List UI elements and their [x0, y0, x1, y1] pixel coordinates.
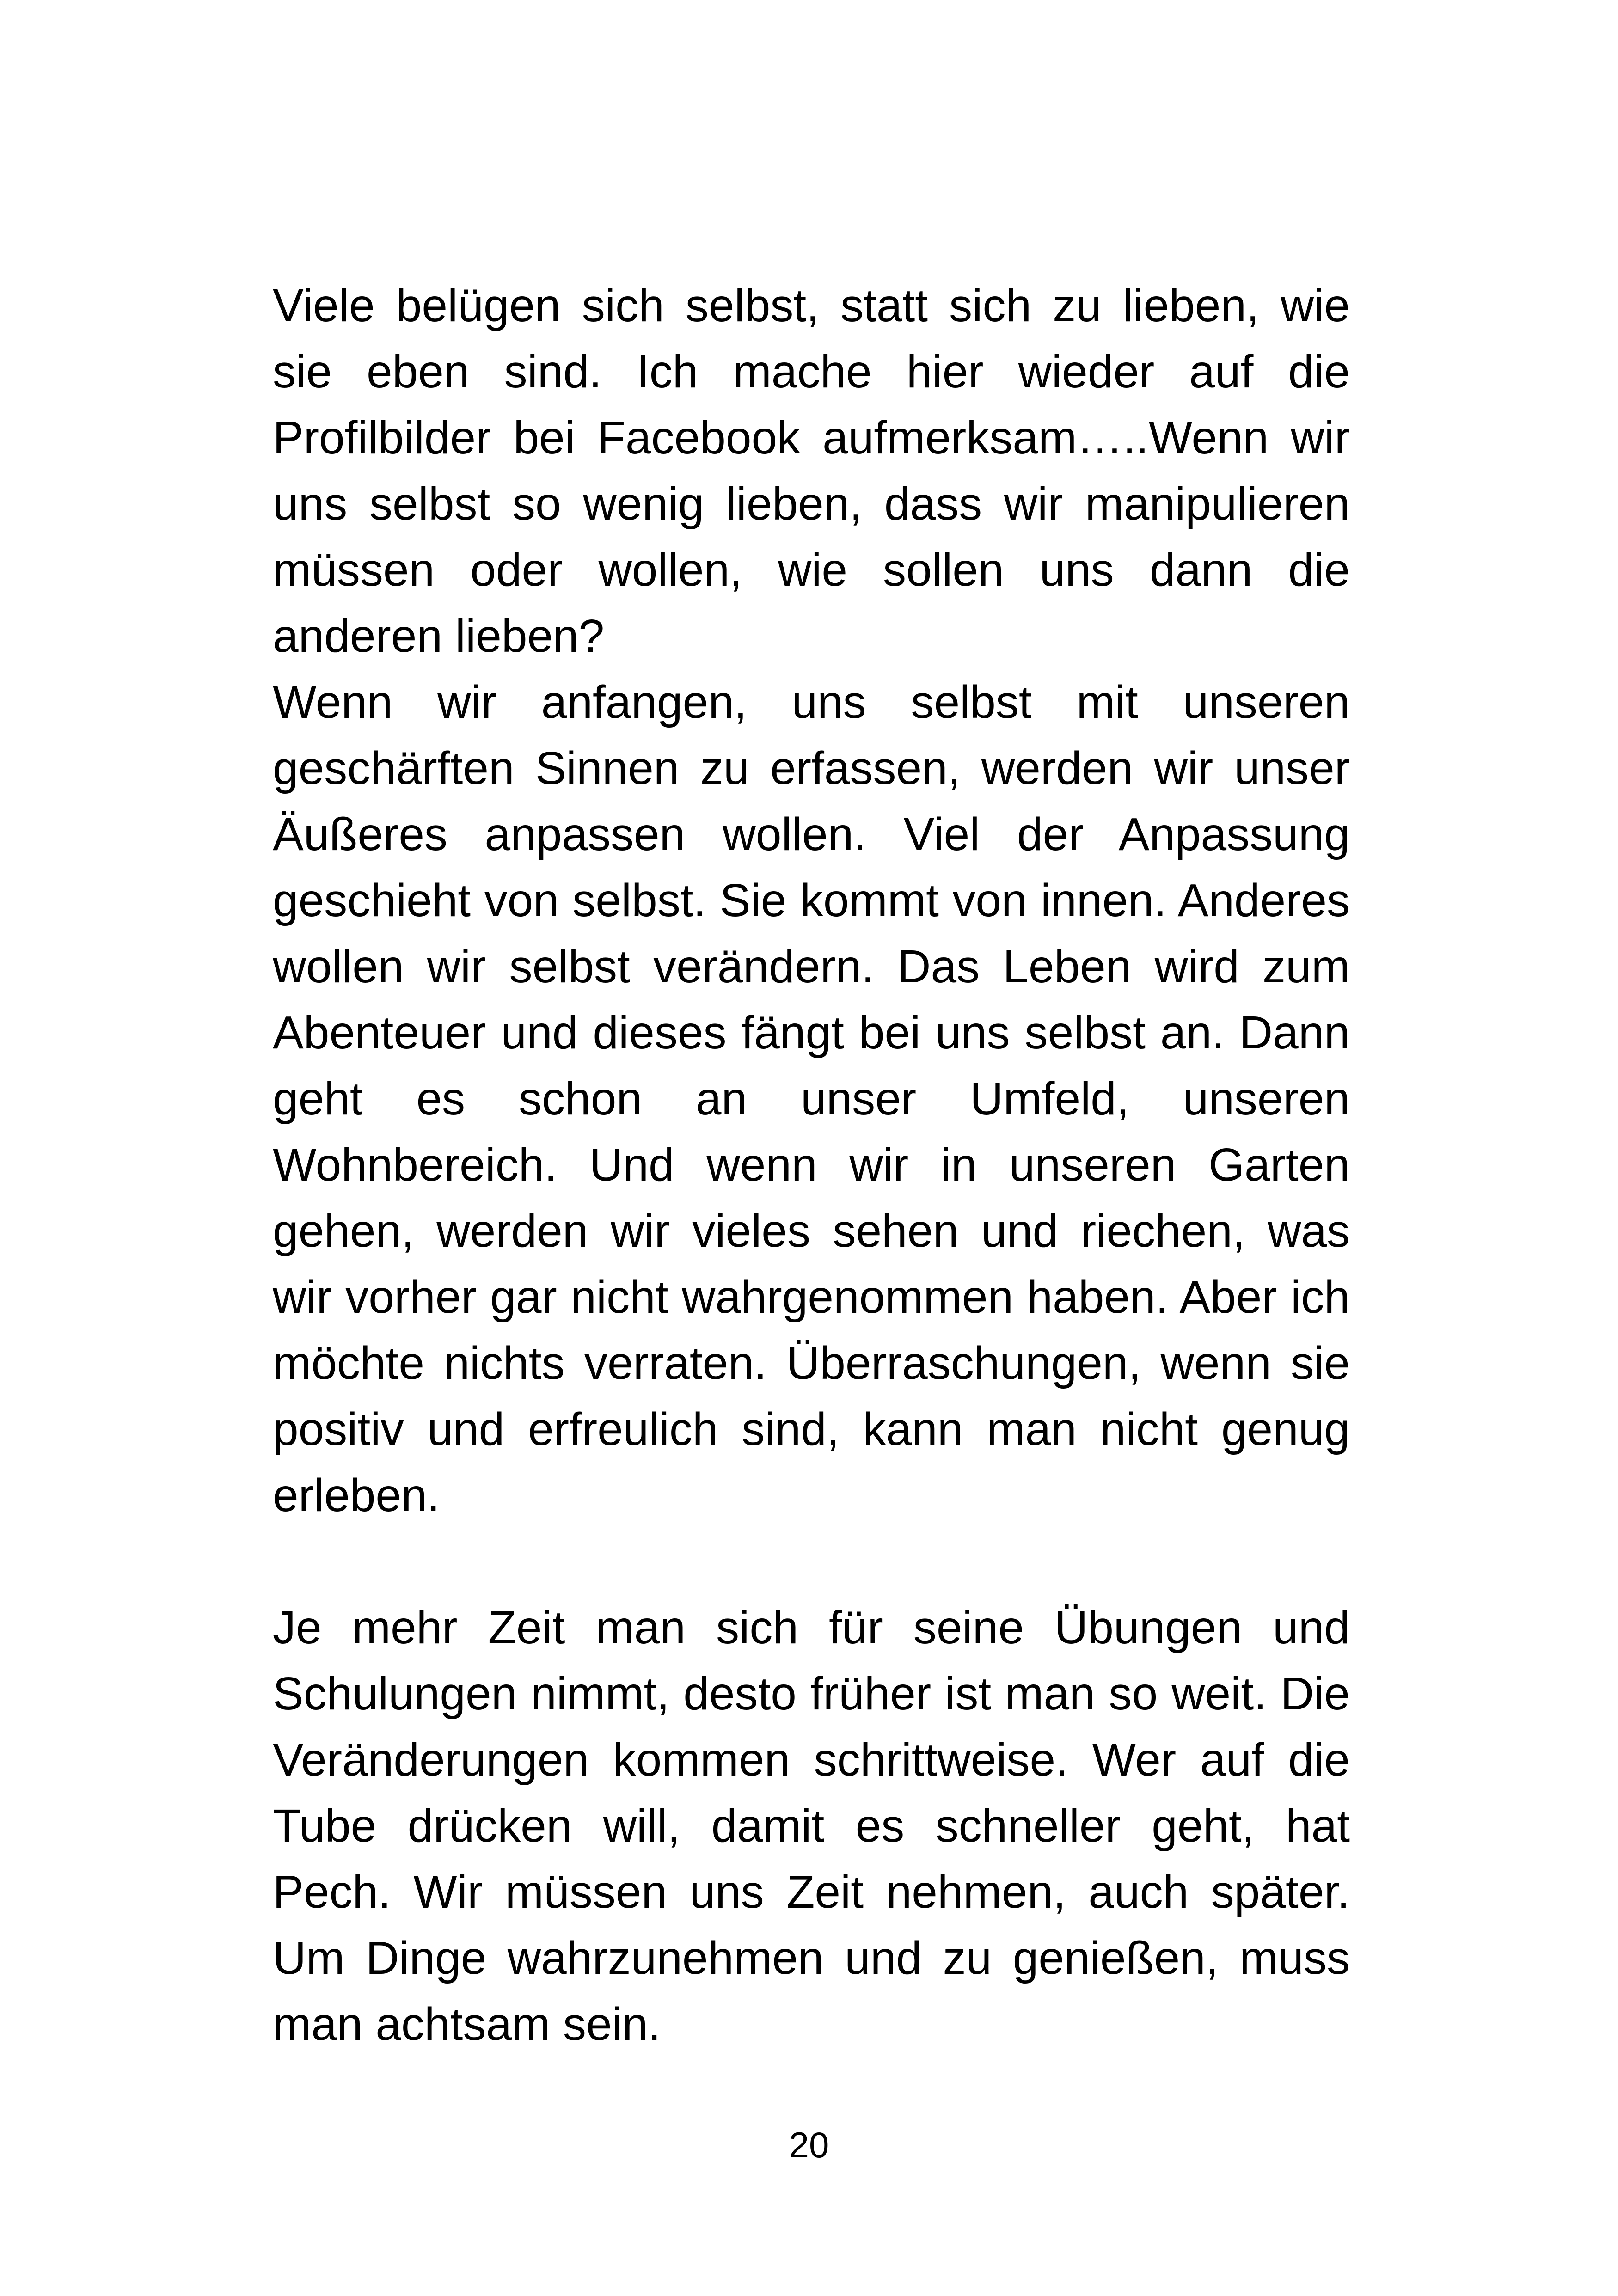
- paragraph-2: Wenn wir anfangen, uns selbst mit unseren geschärften Sinnen zu erfassen, werden wir unser Äußeres anpassen wollen. Viel der Anpassung geschieht von selbst. Sie kommt von innen. Anderes wollen wir selbst verändern. Das Leben wird zum Abenteuer und dieses fängt bei uns selbst an. Dann geht es schon an unser Umfeld, unseren Wohnbereich. Und wenn wir in unseren Garten gehen, werden wir vieles sehen und riechen, was wir vorher gar nicht wahrgenommen haben. Aber ich möchte nichts verraten. Überraschungen, wenn sie positiv und erfreulich sind, kann man nicht genug erleben.: [273, 676, 1350, 1521]
- body-text: [273, 273, 1350, 2057]
- paragraph-3: Je mehr Zeit man sich für seine Übungen und Schulungen nimmt, desto früher ist man so weit. Die Veränderungen kommen schrittweise. Wer auf die Tube drücken will, damit es schneller geht, hat Pech. Wir müssen uns Zeit nehmen, auch später. Um Dinge wahrzunehmen und zu genießen, muss man achtsam sein.: [273, 1602, 1350, 2050]
- paragraph-1: Viele belügen sich selbst, statt sich zu lieben, wie sie eben sind. Ich mache hier wieder auf die Profilbilder bei Facebook aufmerksam…..Wenn wir uns selbst so wenig lieben, dass wir manipulieren müssen oder wollen, wie sollen uns dann die anderen lieben?: [273, 280, 1350, 662]
- page-number: 20: [789, 2125, 829, 2165]
